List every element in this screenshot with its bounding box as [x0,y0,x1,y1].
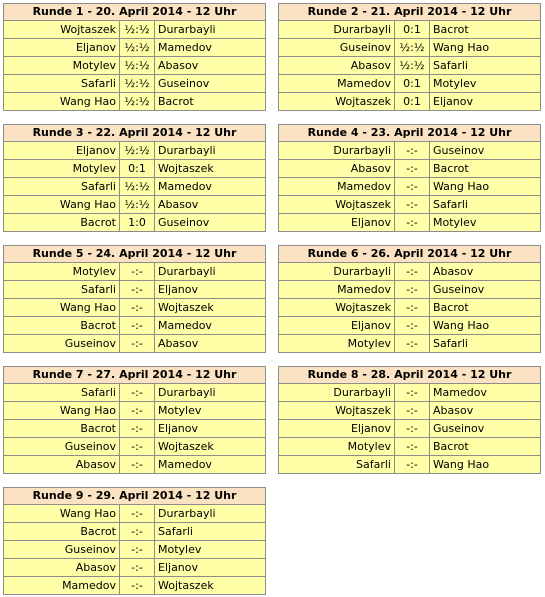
game-result: ½:½ [120,93,155,111]
white-player: Mamedov [279,178,395,196]
game-row [279,21,541,39]
game-result: 1:0 [120,214,155,232]
white-player: Bacrot [4,420,120,438]
game-result: ½:½ [120,178,155,196]
game-result: -:- [395,402,430,420]
black-player: Guseinov [155,214,266,232]
white-player: Motylev [4,160,120,178]
game-row [279,402,541,420]
game-result: ½:½ [395,57,430,75]
game-result: -:- [120,317,155,335]
game-result: ½:½ [120,75,155,93]
white-player: Wang Hao [4,505,120,523]
white-player: Guseinov [279,39,395,57]
game-result: -:- [395,335,430,353]
white-player: Durarbayli [279,142,395,160]
black-player: Wang Hao [430,317,541,335]
black-player: Safarli [155,523,266,541]
round-4-table [278,124,541,232]
game-row [4,93,266,111]
white-player: Abasov [279,160,395,178]
game-row [279,299,541,317]
game-result: -:- [395,317,430,335]
white-player: Safarli [4,281,120,299]
round-5-table [3,245,266,353]
black-player: Guseinov [155,75,266,93]
black-player: Safarli [430,335,541,353]
black-player: Durarbayli [155,142,266,160]
game-row [4,402,266,420]
black-player: Durarbayli [155,263,266,281]
round-title: Runde 1 - 20. April 2014 - 12 Uhr [4,4,266,21]
black-player: Abasov [155,196,266,214]
black-player: Durarbayli [155,21,266,39]
game-row [279,335,541,353]
white-player: Eljanov [4,39,120,57]
game-row [279,420,541,438]
black-player: Motylev [155,541,266,559]
black-player: Bacrot [430,160,541,178]
black-player: Guseinov [430,281,541,299]
game-result: -:- [120,523,155,541]
white-player: Mamedov [4,577,120,595]
game-row [279,75,541,93]
black-player: Wang Hao [430,39,541,57]
white-player: Durarbayli [279,263,395,281]
game-result: 0:1 [120,160,155,178]
black-player: Bacrot [430,299,541,317]
black-player: Mamedov [155,178,266,196]
game-result: -:- [395,420,430,438]
white-player: Eljanov [279,420,395,438]
game-result: -:- [120,299,155,317]
black-player: Eljanov [155,559,266,577]
game-row [279,384,541,402]
round-title: Runde 4 - 23. April 2014 - 12 Uhr [279,125,541,142]
game-result: -:- [120,281,155,299]
round-3-table [3,124,266,232]
game-result: -:- [395,142,430,160]
game-row [279,456,541,474]
white-player: Eljanov [4,142,120,160]
round-title: Runde 2 - 21. April 2014 - 12 Uhr [279,4,541,21]
white-player: Bacrot [4,523,120,541]
game-row [4,505,266,523]
game-result: ½:½ [120,196,155,214]
white-player: Bacrot [4,214,120,232]
white-player: Wang Hao [4,402,120,420]
game-row [279,281,541,299]
round-title: Runde 5 - 24. April 2014 - 12 Uhr [4,246,266,263]
game-row [279,178,541,196]
game-result: -:- [120,541,155,559]
game-result: -:- [120,402,155,420]
game-result: -:- [395,160,430,178]
game-row [4,214,266,232]
game-row [4,142,266,160]
round-7-table [3,366,266,474]
white-player: Motylev [4,263,120,281]
white-player: Wang Hao [4,93,120,111]
black-player: Mamedov [155,317,266,335]
game-result: 0:1 [395,75,430,93]
black-player: Durarbayli [155,505,266,523]
black-player: Motylev [155,402,266,420]
game-row [4,420,266,438]
black-player: Wang Hao [430,456,541,474]
game-row [4,299,266,317]
round-title: Runde 6 - 26. April 2014 - 12 Uhr [279,246,541,263]
black-player: Abasov [155,335,266,353]
game-result: -:- [395,384,430,402]
game-result: -:- [395,456,430,474]
black-player: Wojtaszek [155,299,266,317]
black-player: Abasov [430,402,541,420]
black-player: Durarbayli [155,384,266,402]
game-result: -:- [120,263,155,281]
black-player: Mamedov [155,39,266,57]
round-1-table [3,3,266,111]
black-player: Safarli [430,196,541,214]
white-player: Safarli [4,75,120,93]
black-player: Wojtaszek [155,577,266,595]
black-player: Eljanov [155,420,266,438]
game-row [4,281,266,299]
black-player: Mamedov [430,384,541,402]
round-title: Runde 3 - 22. April 2014 - 12 Uhr [4,125,266,142]
game-row [4,21,266,39]
round-title: Runde 8 - 28. April 2014 - 12 Uhr [279,367,541,384]
white-player: Motylev [4,57,120,75]
white-player: Guseinov [4,541,120,559]
game-row [4,335,266,353]
black-player: Abasov [430,263,541,281]
game-row [4,57,266,75]
game-row [279,438,541,456]
black-player: Wojtaszek [155,160,266,178]
black-player: Mamedov [155,456,266,474]
white-player: Wang Hao [4,196,120,214]
game-row [4,263,266,281]
white-player: Wojtaszek [279,93,395,111]
black-player: Guseinov [430,142,541,160]
game-row [4,178,266,196]
round-title: Runde 7 - 27. April 2014 - 12 Uhr [4,367,266,384]
white-player: Durarbayli [279,21,395,39]
game-result: 0:1 [395,21,430,39]
game-result: -:- [395,263,430,281]
round-6-table [278,245,541,353]
game-result: -:- [395,178,430,196]
round-title: Runde 9 - 29. April 2014 - 12 Uhr [4,488,266,505]
game-row [279,214,541,232]
round-2-table [278,3,541,111]
white-player: Eljanov [279,214,395,232]
white-player: Motylev [279,438,395,456]
white-player: Mamedov [279,281,395,299]
white-player: Eljanov [279,317,395,335]
white-player: Wojtaszek [279,299,395,317]
game-result: ½:½ [120,39,155,57]
game-row [4,160,266,178]
black-player: Bacrot [155,93,266,111]
game-result: -:- [395,438,430,456]
black-player: Bacrot [430,438,541,456]
game-row [279,39,541,57]
white-player: Abasov [4,559,120,577]
black-player: Safarli [430,57,541,75]
game-row [279,93,541,111]
game-row [4,523,266,541]
white-player: Bacrot [4,317,120,335]
game-result: -:- [120,438,155,456]
black-player: Eljanov [155,281,266,299]
round-8-table [278,366,541,474]
game-result: -:- [395,196,430,214]
white-player: Guseinov [4,335,120,353]
game-row [4,384,266,402]
game-row [279,263,541,281]
game-row [4,39,266,57]
game-row [279,317,541,335]
white-player: Durarbayli [279,384,395,402]
white-player: Motylev [279,335,395,353]
game-result: -:- [120,420,155,438]
game-result: ½:½ [120,142,155,160]
white-player: Safarli [4,178,120,196]
game-row [279,160,541,178]
game-result: -:- [120,577,155,595]
game-row [4,559,266,577]
game-result: ½:½ [120,57,155,75]
game-result: ½:½ [120,21,155,39]
white-player: Wang Hao [4,299,120,317]
black-player: Guseinov [430,420,541,438]
game-row [279,196,541,214]
game-row [279,142,541,160]
black-player: Abasov [155,57,266,75]
white-player: Guseinov [4,438,120,456]
game-result: -:- [395,214,430,232]
black-player: Wang Hao [430,178,541,196]
game-result: ½:½ [395,39,430,57]
white-player: Safarli [279,456,395,474]
game-row [4,438,266,456]
game-result: 0:1 [395,93,430,111]
black-player: Eljanov [430,93,541,111]
white-player: Abasov [4,456,120,474]
black-player: Bacrot [430,21,541,39]
game-row [4,456,266,474]
black-player: Wojtaszek [155,438,266,456]
round-9-table [3,487,266,595]
game-row [4,196,266,214]
game-result: -:- [120,384,155,402]
white-player: Wojtaszek [279,196,395,214]
game-result: -:- [120,456,155,474]
black-player: Motylev [430,214,541,232]
game-result: -:- [120,559,155,577]
black-player: Motylev [430,75,541,93]
white-player: Wojtaszek [4,21,120,39]
game-result: -:- [120,335,155,353]
game-result: -:- [395,281,430,299]
game-row [279,57,541,75]
game-result: -:- [120,505,155,523]
white-player: Safarli [4,384,120,402]
white-player: Mamedov [279,75,395,93]
game-row [4,317,266,335]
game-row [4,541,266,559]
game-row [4,75,266,93]
game-row [4,577,266,595]
game-result: -:- [395,299,430,317]
white-player: Wojtaszek [279,402,395,420]
white-player: Abasov [279,57,395,75]
